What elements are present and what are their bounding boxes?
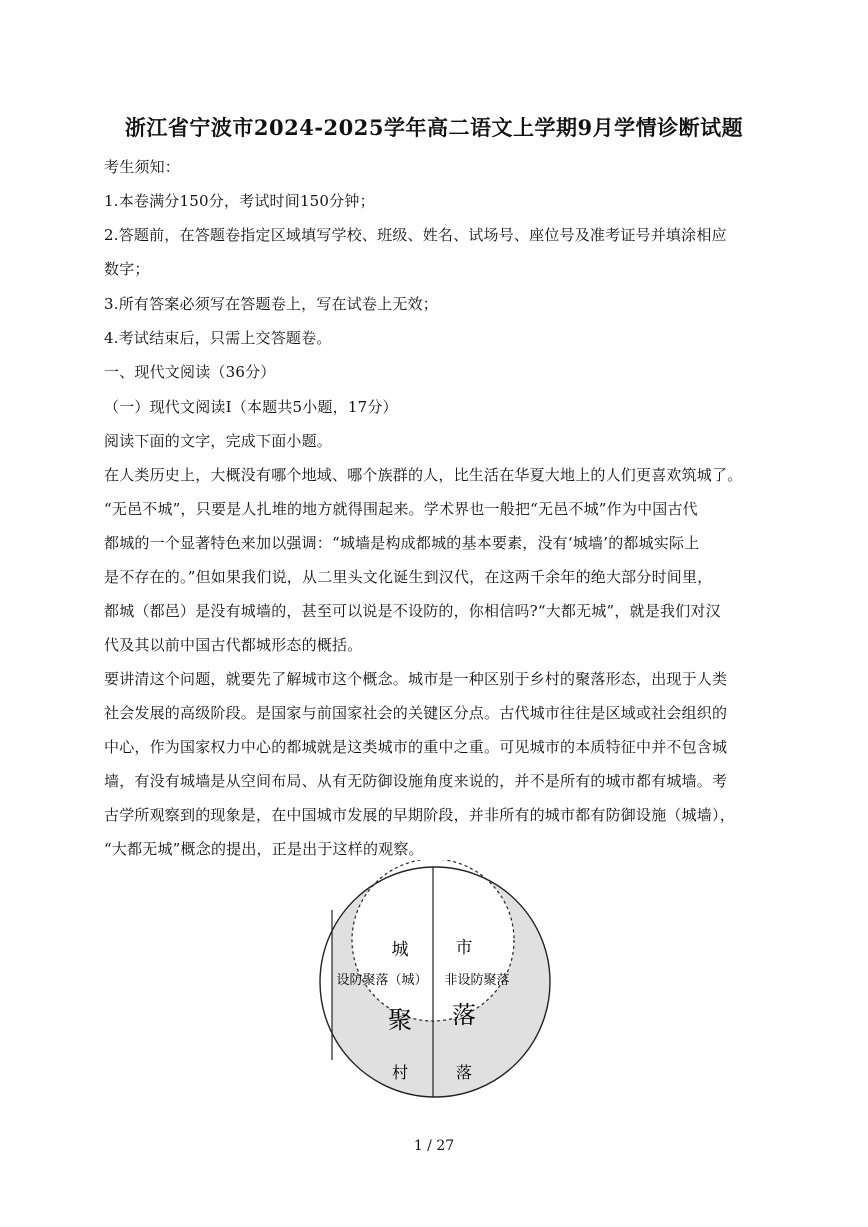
paragraph-line: 都城（都邑）是没有城墙的，甚至可以说是不设防的，你相信吗?“大都无城”，就是我们对汉 <box>104 602 721 620</box>
label-unfortified: 非设防聚落 <box>444 973 510 988</box>
label-shi: 市 <box>455 938 473 958</box>
subsection-heading: （一）现代文阅读Ⅰ（本题共5小题，17分） <box>104 398 398 416</box>
label-ju: 聚 <box>388 1006 412 1034</box>
paragraph-line: 都城的一个显著特色来加以强调：“城墙是构成都城的基本要素，没有‘城墙’的都城实际上 <box>104 534 700 552</box>
notice-line: 1.本卷满分150分，考试时间150分钟； <box>104 192 375 210</box>
label-luo-small: 落 <box>455 1063 473 1082</box>
reading-instruction: 阅读下面的文字，完成下面小题。 <box>104 432 333 450</box>
notice-heading: 考生须知： <box>104 158 181 176</box>
paragraph-line: 社会发展的高级阶段。是国家与前国家社会的关键区分点。古代城市往往是区域或社会组织的 <box>104 704 728 722</box>
notice-line: 4.考试结束后，只需上交答题卷。 <box>104 329 332 347</box>
paragraph-line: 代及其以前中国古代都城形态的概括。 <box>104 636 363 654</box>
label-cheng: 城 <box>391 940 409 960</box>
paragraph-line: 中心，作为国家权力中心的都城就是这类城市的重中之重。可见城市的本质特征中并不包含城 <box>104 738 728 756</box>
settlement-diagram <box>318 860 552 1104</box>
page-number: 1 / 27 <box>413 1138 455 1154</box>
paragraph-line: 古学所观察到的现象是，在中国城市发展的早期阶段，并非所有的城市都有防御设施（城墙）， <box>104 806 735 824</box>
paragraph-line: 是不存在的。”但如果我们说，从二里头文化诞生到汉代，在这两千余年的绝大部分时间里， <box>104 568 713 586</box>
notice-line: 3.所有答案必须写在答题卷上，写在试卷上无效； <box>104 295 438 313</box>
notice-line: 2.答题前，在答题卷指定区域填写学校、班级、姓名、试场号、座位号及准考证号并填涂相应 <box>104 226 727 244</box>
document-title: 浙江省宁波市2024-2025学年高二语文上学期9月学情诊断试题 <box>124 115 744 140</box>
section-heading: 一、现代文阅读（36分） <box>104 363 276 381</box>
paragraph-line: 在人类历史上，大概没有哪个地域、哪个族群的人，比生活在华夏大地上的人们更喜欢筑城了。 <box>104 466 743 484</box>
label-fortified: 设防聚落（城） <box>336 973 428 988</box>
label-luo-big: 落 <box>452 1001 476 1029</box>
paragraph-line: 要讲清这个问题，就要先了解城市这个概念。城市是一种区别于乡村的聚落形态，出现于人类 <box>104 670 728 688</box>
notice-line: 数字； <box>104 260 150 278</box>
paragraph-line: “大都无城”概念的提出，正是出于这样的观察。 <box>104 840 424 858</box>
paragraph-line: 墙，有没有城墙是从空间布局、从有无防御设施角度来说的，并不是所有的城市都有城墙。考 <box>104 772 728 790</box>
label-cun: 村 <box>391 1063 409 1082</box>
paragraph-line: “无邑不城”，只要是人扎堆的地方就得围起来。学术界也一般把“无邑不城”作为中国古代 <box>104 500 698 518</box>
